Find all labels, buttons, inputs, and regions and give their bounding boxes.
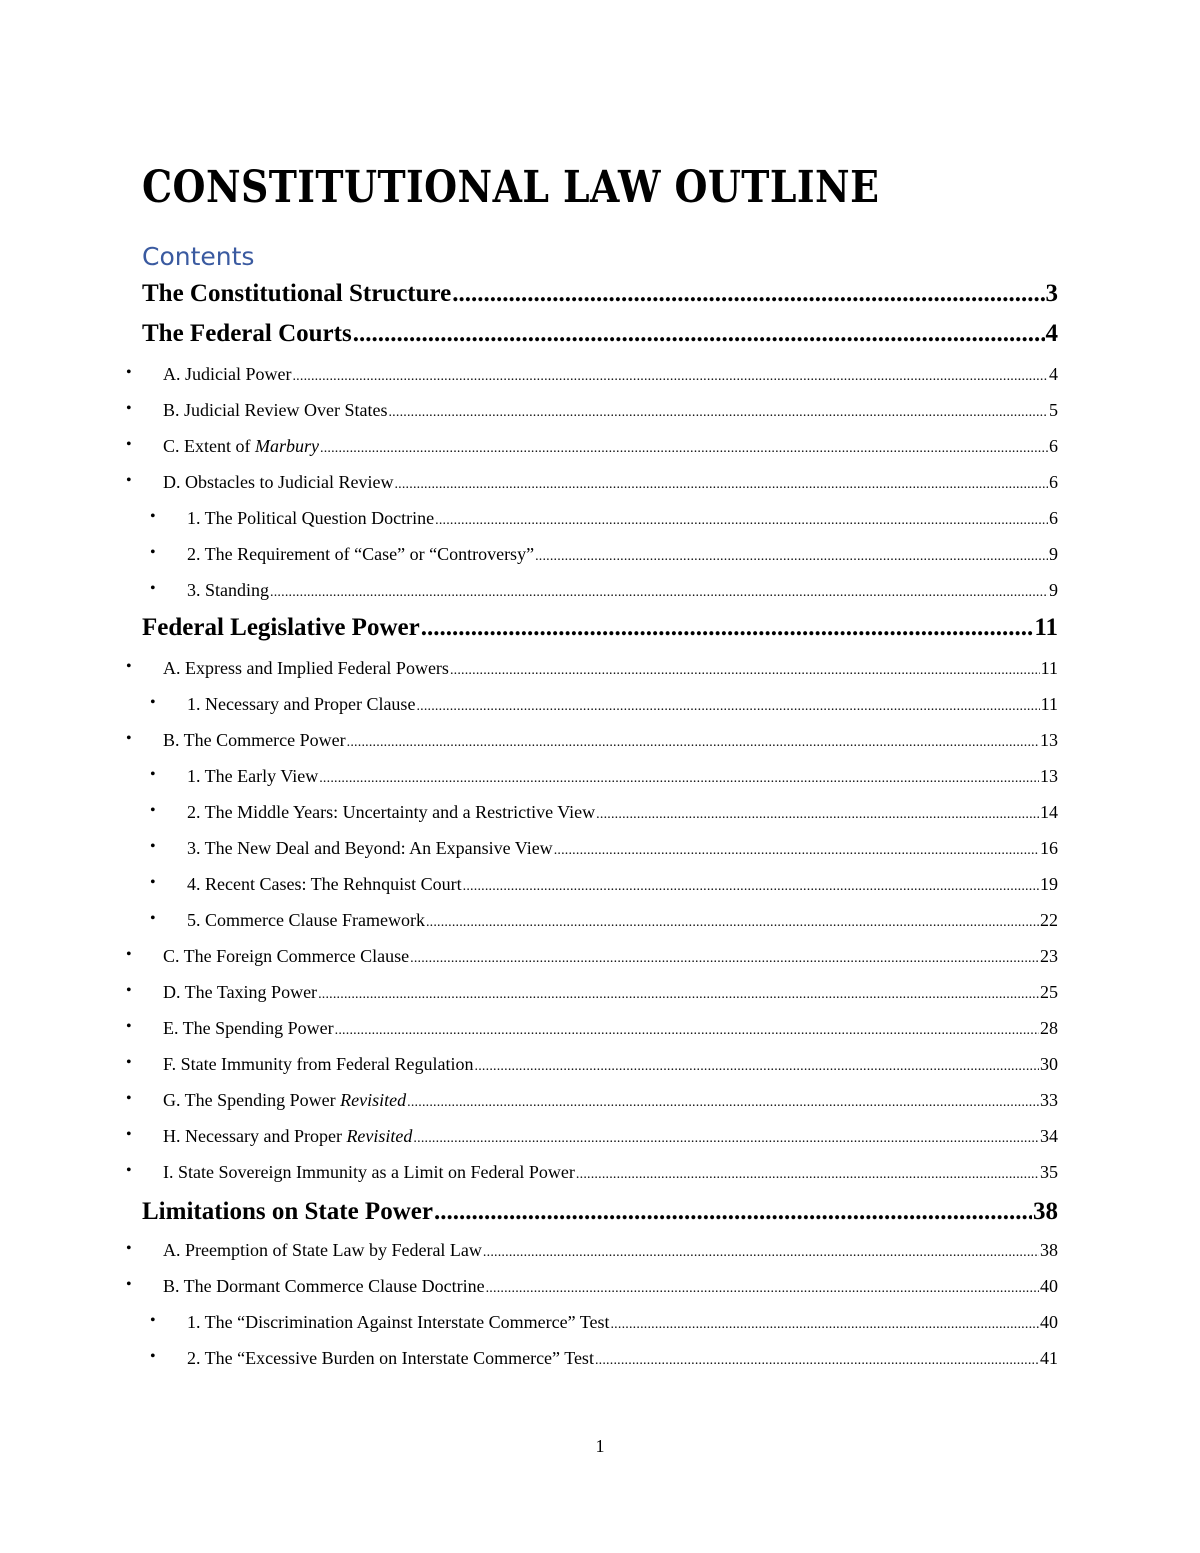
toc-entry-label-text: 1. The Early View	[187, 766, 319, 786]
toc-entry-label	[187, 910, 425, 931]
toc-section-heading[interactable]	[0, 280, 1200, 316]
dot-leader	[413, 1131, 1039, 1147]
toc-entry[interactable]	[0, 874, 1200, 902]
toc-entry-label-text: 2. The Requirement of “Case” or “Controversy”	[187, 544, 535, 564]
bullet-icon: •	[150, 580, 156, 597]
toc-entry-label-text: 2. The Middle Years: Uncertainty and a Restrictive View	[187, 802, 596, 822]
toc-entry-label-text: 1. The “Discrimination Against Interstate Commerce” Test	[187, 1312, 610, 1332]
toc-entry[interactable]	[0, 1018, 1200, 1046]
toc-entry-label	[187, 580, 269, 601]
toc-entry-label	[163, 946, 409, 967]
dot-leader	[426, 915, 1039, 931]
toc-entry-line	[187, 694, 1058, 715]
toc-entry-label	[163, 730, 346, 751]
toc-entry-label-text: B. Judicial Review Over States	[163, 400, 388, 420]
toc-entry-line	[187, 508, 1058, 529]
bullet-icon: •	[150, 1312, 156, 1329]
toc-entry-line	[187, 544, 1058, 565]
bullet-icon: •	[126, 436, 132, 453]
bullet-icon: •	[126, 1276, 132, 1293]
dot-leader	[463, 879, 1039, 895]
toc-page-number: 40	[1040, 1276, 1058, 1296]
toc-entry-line	[187, 874, 1058, 895]
toc-page-number: 34	[1040, 1126, 1058, 1146]
dot-leader	[595, 1353, 1039, 1369]
dot-leader	[407, 1095, 1039, 1111]
bullet-icon: •	[150, 874, 156, 891]
toc-page-number: 4	[1049, 364, 1058, 384]
toc-entry[interactable]	[0, 1348, 1200, 1376]
dot-leader	[319, 771, 1039, 787]
bullet-icon: •	[126, 1126, 132, 1143]
dot-leader	[596, 807, 1039, 823]
dot-leader	[554, 843, 1039, 859]
toc-entry[interactable]	[0, 1090, 1200, 1118]
bullet-icon: •	[150, 802, 156, 819]
dot-leader	[335, 1023, 1039, 1039]
toc-entry-line	[187, 580, 1058, 601]
toc-entry[interactable]	[0, 946, 1200, 974]
toc-entry-line	[163, 1090, 1058, 1111]
dot-leader	[292, 369, 1048, 385]
toc-page-number: 11	[1040, 658, 1058, 678]
toc-entry[interactable]	[0, 1312, 1200, 1340]
toc-entry-line	[163, 982, 1058, 1003]
toc-entry[interactable]	[0, 472, 1200, 500]
toc-section-heading[interactable]	[0, 614, 1200, 650]
toc-entry-label	[187, 838, 553, 859]
toc-entry-line	[142, 280, 1058, 308]
toc-entry-line	[163, 1018, 1058, 1039]
toc-page-number: 22	[1040, 910, 1058, 930]
toc-entry-label	[163, 436, 319, 457]
toc-page-number: 9	[1049, 580, 1058, 600]
toc-entry-label	[187, 694, 415, 715]
toc-entry-line	[142, 320, 1058, 348]
toc-page-number: 13	[1040, 730, 1058, 750]
toc-entry-line	[187, 910, 1058, 931]
toc-page-number: 35	[1040, 1162, 1058, 1182]
toc-entry[interactable]	[0, 910, 1200, 938]
bullet-icon: •	[150, 838, 156, 855]
bullet-icon: •	[150, 1348, 156, 1365]
toc-page-number: 6	[1049, 508, 1058, 528]
toc-page-number: 11	[1040, 694, 1058, 714]
toc-entry-label-text: 1. Necessary and Proper Clause	[187, 694, 416, 714]
toc-entry[interactable]	[0, 1126, 1200, 1154]
toc-entry[interactable]	[0, 838, 1200, 866]
toc-entry-label-text: 4. Recent Cases: The Rehnquist Court	[187, 874, 462, 894]
toc-entry-label-text: E. The Spending Power	[163, 1018, 334, 1038]
dot-leader	[434, 1198, 1032, 1226]
toc-entry-line	[163, 730, 1058, 751]
toc-entry-label-text: C. The Foreign Commerce Clause	[163, 946, 410, 966]
toc-entry-label	[163, 472, 393, 493]
toc-entry-label-text: I. State Sovereign Immunity as a Limit on Federal Power	[163, 1162, 575, 1182]
page-number: 1	[595, 1436, 605, 1456]
toc-page-number: 38	[1033, 1198, 1058, 1225]
toc-entry-line	[163, 436, 1058, 457]
toc-entry[interactable]	[0, 1276, 1200, 1304]
dot-leader	[320, 441, 1048, 457]
toc-entry-label	[163, 1126, 412, 1147]
bullet-icon: •	[150, 544, 156, 561]
bullet-icon: •	[150, 508, 156, 525]
toc-entry-label-text: F. State Immunity from Federal Regulation	[163, 1054, 474, 1074]
toc-page-number: 13	[1040, 766, 1058, 786]
bullet-icon: •	[126, 1054, 132, 1071]
toc-page-number: 9	[1049, 544, 1058, 564]
toc-entry[interactable]	[0, 982, 1200, 1010]
bullet-icon: •	[126, 658, 132, 675]
toc-entry-label-text: 5. Commerce Clause Framework	[187, 910, 425, 930]
toc-entry-label	[142, 320, 352, 348]
bullet-icon: •	[126, 1240, 132, 1257]
toc-entry-label-text: G. The Spending Power	[163, 1090, 341, 1110]
toc-entry-label-text: H. Necessary and Proper	[163, 1126, 347, 1146]
dot-leader	[353, 320, 1045, 348]
toc-entry-label	[187, 508, 434, 529]
toc-section-heading[interactable]	[0, 320, 1200, 356]
toc-entry-label-text: The Constitutional Structure	[142, 280, 452, 307]
toc-page-number: 41	[1040, 1348, 1058, 1368]
contents-heading: Contents	[142, 242, 255, 271]
toc-entry-label-text: D. Obstacles to Judicial Review	[163, 472, 394, 492]
dot-leader	[483, 1245, 1039, 1261]
toc-entry-line	[163, 1276, 1058, 1297]
toc-entry-label-text: 3. The New Deal and Beyond: An Expansive View	[187, 838, 553, 858]
toc-section-heading[interactable]	[0, 1198, 1200, 1234]
toc-entry[interactable]	[0, 694, 1200, 722]
toc-entry-line	[142, 1198, 1058, 1226]
toc-entry-label-text: Federal Legislative Power	[142, 614, 420, 641]
toc-entry-label	[187, 1348, 594, 1369]
toc-entry[interactable]	[0, 1240, 1200, 1268]
toc-page-number: 3	[1045, 280, 1058, 307]
bullet-icon: •	[126, 1090, 132, 1107]
toc-page-number: 4	[1045, 320, 1058, 347]
toc-entry-label	[163, 1162, 575, 1183]
bullet-icon: •	[126, 472, 132, 489]
dot-leader	[486, 1281, 1039, 1297]
toc-entry-line	[163, 1126, 1058, 1147]
toc-entry[interactable]	[0, 658, 1200, 686]
toc-entry-line	[163, 946, 1058, 967]
toc-entry-line	[187, 1348, 1058, 1369]
toc-entry-label-text: B. The Dormant Commerce Clause Doctrine	[163, 1276, 485, 1296]
toc-entry-label	[163, 1090, 406, 1111]
toc-page-number: 6	[1049, 472, 1058, 492]
toc-entry-label-text: D. The Taxing Power	[163, 982, 318, 1002]
toc-entry-label	[163, 1240, 482, 1261]
bullet-icon: •	[126, 400, 132, 417]
dot-leader	[610, 1317, 1039, 1333]
toc-entry-label-text: A. Judicial Power	[163, 364, 292, 384]
toc-entry[interactable]	[0, 436, 1200, 464]
toc-entry-label-italic: Marbury	[255, 436, 319, 456]
toc-entry-label-text: 1. The Political Question Doctrine	[187, 508, 435, 528]
toc-page-number: 30	[1040, 1054, 1058, 1074]
bullet-icon: •	[150, 910, 156, 927]
toc-entry[interactable]	[0, 544, 1200, 572]
toc-entry[interactable]	[0, 400, 1200, 428]
toc-entry-label-text: The Federal Courts	[142, 320, 352, 347]
toc-entry-label-text: Limitations on State Power	[142, 1198, 433, 1225]
toc-page-number: 38	[1040, 1240, 1058, 1260]
toc-page-number: 19	[1040, 874, 1058, 894]
toc-entry-label	[163, 1018, 334, 1039]
dot-leader	[475, 1059, 1039, 1075]
toc-entry-label	[142, 614, 420, 642]
toc-page-number: 33	[1040, 1090, 1058, 1110]
toc-entry[interactable]	[0, 508, 1200, 536]
toc-entry-label	[142, 280, 451, 308]
toc-entry-label-italic: Revisited	[346, 1126, 413, 1146]
toc-page-number: 6	[1049, 436, 1058, 456]
toc-entry-label	[163, 400, 387, 421]
toc-entry-label-text: 2. The “Excessive Burden on Interstate Commerce” Test	[187, 1348, 594, 1368]
dot-leader	[270, 585, 1048, 601]
dot-leader	[318, 987, 1039, 1003]
dot-leader	[452, 280, 1044, 308]
bullet-icon: •	[126, 730, 132, 747]
toc-entry[interactable]	[0, 766, 1200, 794]
toc-entry[interactable]	[0, 580, 1200, 608]
toc-entry-line	[142, 614, 1058, 642]
toc-entry[interactable]	[0, 1162, 1200, 1190]
toc-entry-label-text: B. The Commerce Power	[163, 730, 346, 750]
toc-page-number: 5	[1049, 400, 1058, 420]
toc-entry-line	[163, 1240, 1058, 1261]
toc-entry[interactable]	[0, 1054, 1200, 1082]
dot-leader	[394, 477, 1048, 493]
toc-entry-label	[187, 802, 595, 823]
toc-entry-line	[187, 766, 1058, 787]
toc-entry-line	[163, 1162, 1058, 1183]
toc-page-number: 25	[1040, 982, 1058, 1002]
toc-entry-line	[163, 658, 1058, 679]
document-title: CONSTITUTIONAL LAW OUTLINE	[142, 162, 880, 213]
bullet-icon: •	[126, 364, 132, 381]
toc-entry-label	[187, 874, 462, 895]
toc-entry-label	[163, 1054, 474, 1075]
bullet-icon: •	[150, 766, 156, 783]
toc-page-number: 16	[1040, 838, 1058, 858]
toc-entry-label	[163, 658, 449, 679]
toc-page-number: 14	[1040, 802, 1058, 822]
toc-entry-line	[187, 1312, 1058, 1333]
toc-entry[interactable]	[0, 364, 1200, 392]
toc-entry-label	[163, 982, 317, 1003]
toc-page-number: 11	[1034, 614, 1058, 641]
toc-page-number: 28	[1040, 1018, 1058, 1038]
toc-entry-label-text: A. Preemption of State Law by Federal Law	[163, 1240, 482, 1260]
toc-entry-line	[163, 400, 1058, 421]
dot-leader	[435, 513, 1048, 529]
toc-entry-line	[163, 364, 1058, 385]
toc-entry-label	[163, 1276, 485, 1297]
bullet-icon: •	[126, 946, 132, 963]
toc-entry-label-text: A. Express and Implied Federal Powers	[163, 658, 449, 678]
toc-entry-line	[187, 838, 1058, 859]
toc-entry-label	[187, 1312, 609, 1333]
toc-entry-line	[163, 472, 1058, 493]
dot-leader	[576, 1167, 1039, 1183]
toc-page-number: 40	[1040, 1312, 1058, 1332]
toc-entry-label-text: C. Extent of	[163, 436, 255, 456]
bullet-icon: •	[150, 694, 156, 711]
toc-entry[interactable]	[0, 730, 1200, 758]
dot-leader	[450, 663, 1040, 679]
dot-leader	[416, 699, 1039, 715]
bullet-icon: •	[126, 1018, 132, 1035]
bullet-icon: •	[126, 1162, 132, 1179]
dot-leader	[388, 405, 1048, 421]
toc-page-number: 23	[1040, 946, 1058, 966]
toc-entry-label-text: 3. Standing	[187, 580, 270, 600]
toc-entry-label-italic: Revisited	[340, 1090, 407, 1110]
toc-entry[interactable]	[0, 802, 1200, 830]
toc-entry-label	[163, 364, 291, 385]
toc-entry-label	[142, 1198, 433, 1226]
bullet-icon: •	[126, 982, 132, 999]
dot-leader	[421, 614, 1034, 642]
toc-entry-line	[187, 802, 1058, 823]
dot-leader	[347, 735, 1039, 751]
dot-leader	[410, 951, 1039, 967]
toc-entry-label	[187, 544, 534, 565]
dot-leader	[535, 549, 1048, 565]
toc-entry-label	[187, 766, 318, 787]
toc-entry-line	[163, 1054, 1058, 1075]
